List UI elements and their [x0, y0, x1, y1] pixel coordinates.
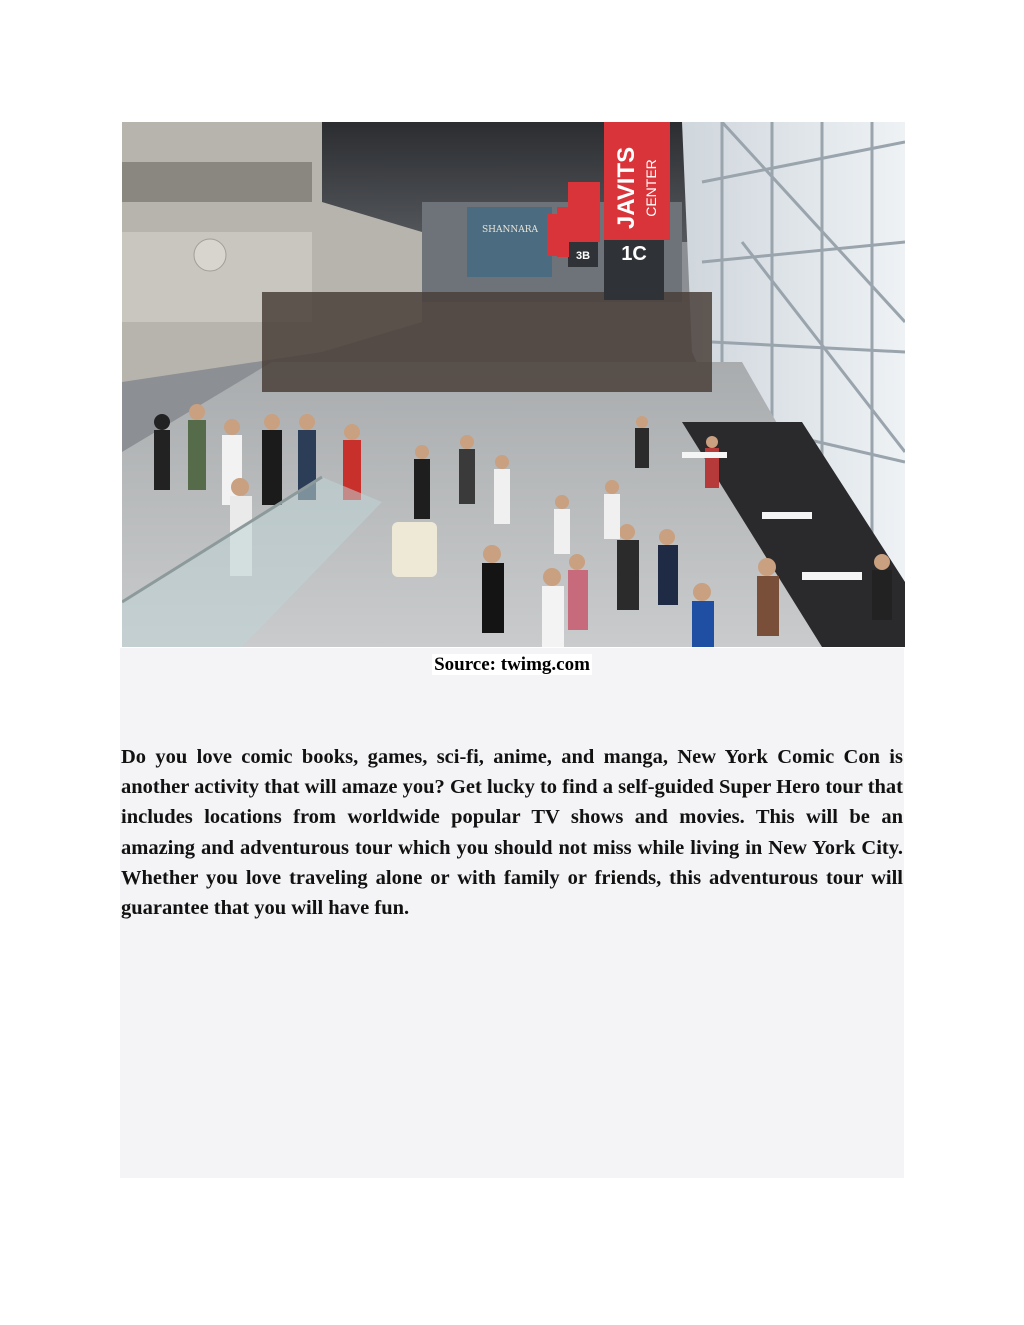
sign-hall-text: 1C	[621, 243, 647, 265]
image-caption	[120, 652, 904, 678]
banner-text: SHANNARA	[481, 225, 539, 235]
article-paragraph: Do you love comic books, games, sci-fi, anime, and manga, New York Comic Con is another activity that will amaze you? Get lucky to find a self-guided Super Hero tour that includes locations from worldwide popular TV shows and movies. This will be an amazing and adventurous tour which you should not miss while living in New York City. Whether you love traveling alone or with family or friends, this adventurous tour will guarantee that you will have fun.	[121, 746, 903, 920]
caption-text: Source: twimg.com	[434, 654, 590, 675]
sign-hall-small-text: 3B	[575, 250, 591, 262]
sign-javits-text: JAVITS	[613, 146, 640, 230]
convention-photo	[122, 122, 905, 647]
sign-center-text: CENTER	[643, 159, 659, 217]
